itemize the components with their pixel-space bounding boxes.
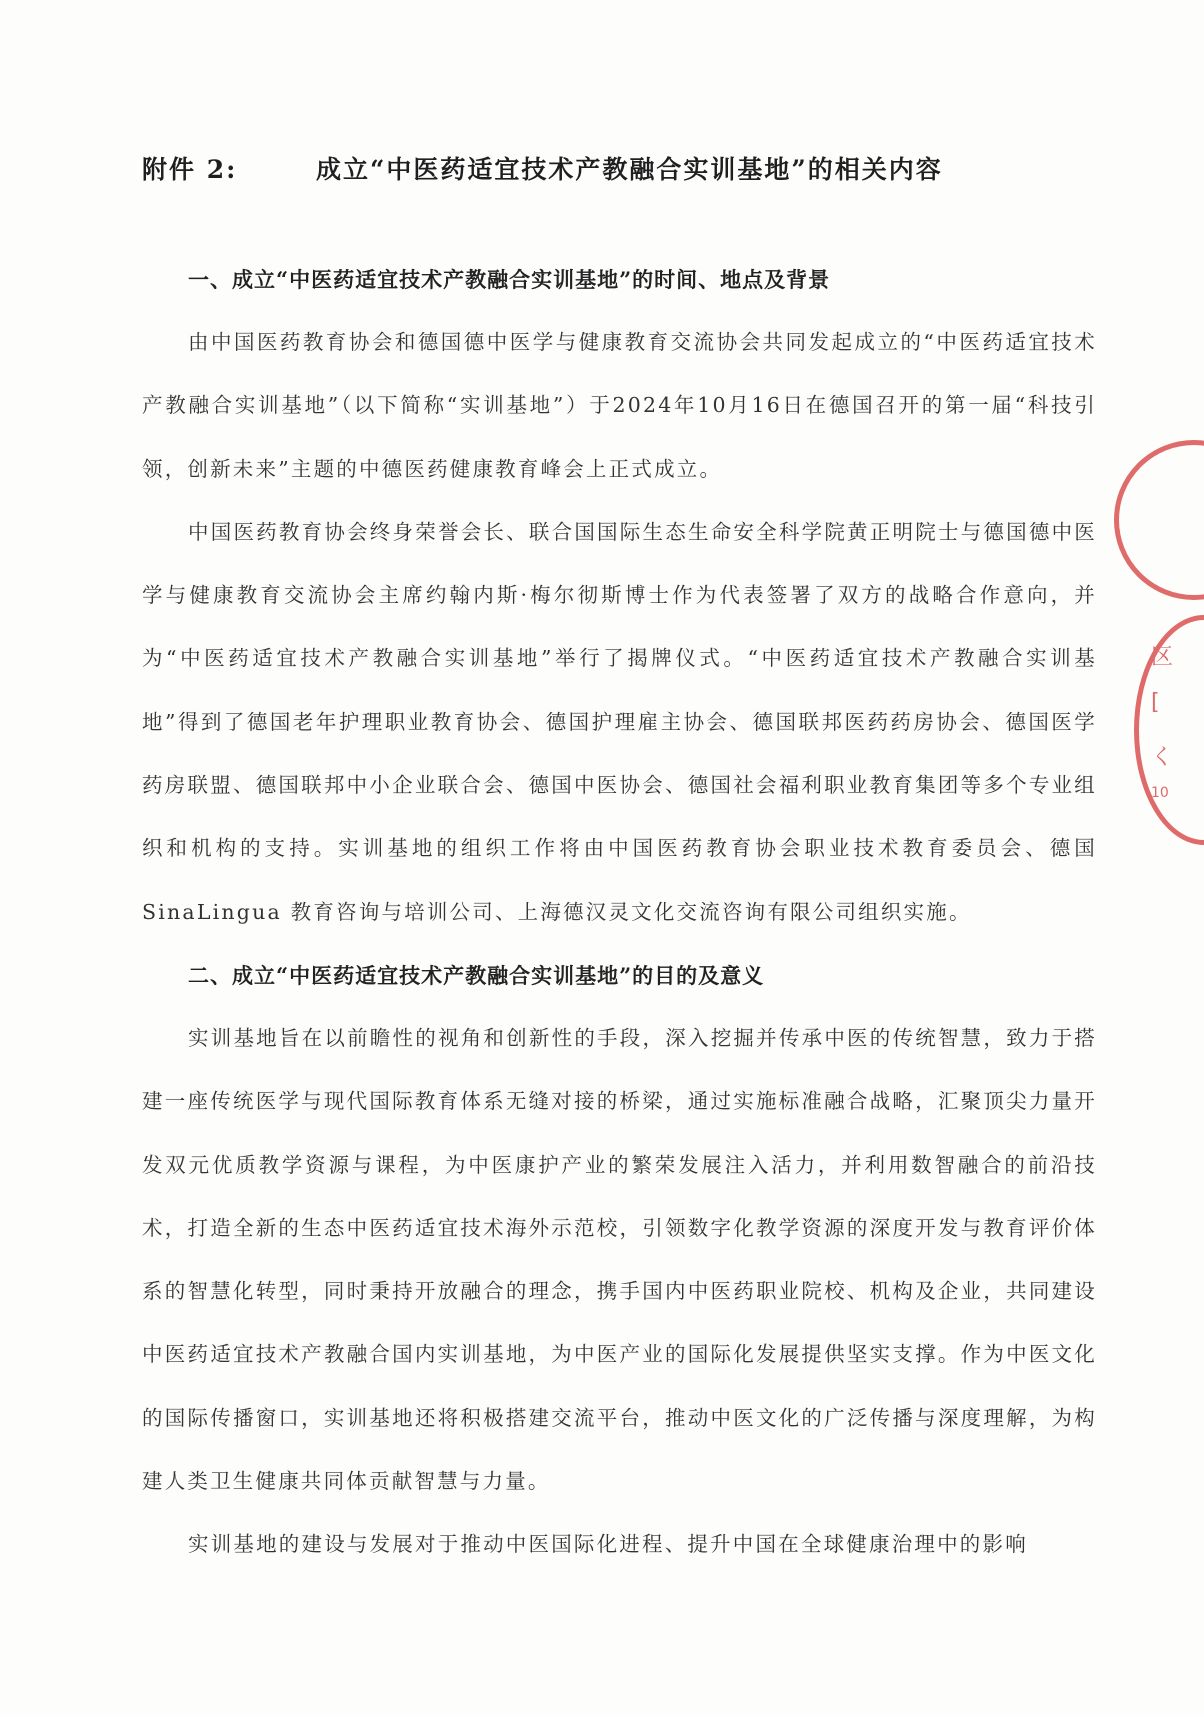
paragraph-2-2: 实训基地的建设与发展对于推动中医国际化进程、提升中国在全球健康治理中的影响 [188,1532,1028,1557]
section-heading-1: 一、成立“中医药适宜技术产教融合实训基地”的时间、地点及背景 [188,267,831,292]
red-seal-stamp [1114,440,1204,600]
seal-glyph: く [1151,745,1174,770]
red-seal-stamp-partial [1134,615,1204,845]
section-heading-2: 二、成立“中医药适宜技术产教融合实训基地”的目的及意义 [188,962,765,988]
paragraph-2-1: 实训基地旨在以前瞻性的视角和创新性的手段，深入挖掘并传承中医的传统智慧，致力于搭建一座传统医学与现代国际教育体系无缝对接的桥梁，通过实施标准融合战略，汇聚顶尖力量开发双元优质教学资源与课程，为中医康护产业的繁荣发展注入活力，并利用数智融合的前沿技术，打造全新的生态中医药适宜技术海外示范校，引领数字化教学资源的深度开发与教育评价体系的智慧化转型，同时秉持开放融合的理念，携手国内中医药职业院校、机构及企业，共同建设中医药适宜技术产教融合国内实训基地，为中医产业的国际化发展提供坚实支撑。作为中医文化的国际传播窗口，实训基地还将积极搭建交流平台，推动中医文化的广泛传播与深度理解，为构建人类卫生健康共同体贡献智慧与力量。 [142,1025,1097,1494]
document-body [142,248,1097,1577]
document-title: 成立“中医药适宜技术产教融合实训基地”的相关内容 [316,155,943,184]
seal-glyph: 10 [1151,785,1169,801]
seal-glyph: 区 [1151,645,1174,670]
paragraph-1-1: 由中国医药教育协会和德国德中医学与健康教育交流协会共同发起成立的“中医药适宜技术产教融合实训基地”（以下简称“实训基地”）于2024年10月16日在德国召开的第一届“科技引领，创新未来”主题的中德医药健康教育峰会上正式成立。 [142,330,1097,481]
seal-glyph: [ [1151,690,1160,715]
paragraph-1-2: 中国医药教育协会终身荣誉会长、联合国国际生态生命安全科学院黄正明院士与德国德中医学与健康教育交流协会主席约翰内斯·梅尔彻斯博士作为代表签署了双方的战略合作意向，并为“中医药适宜技术产教融合实训基地”举行了揭牌仪式。“中医药适宜技术产教融合实训基地”得到了德国老年护理职业教育协会、德国护理雇主协会、德国联邦医药药房协会、德国医学药房联盟、德国联邦中小企业联合会、德国中医协会、德国社会福利职业教育集团等多个专业组织和机构的支持。实训基地的组织工作将由中国医药教育协会职业技术教育委员会、德国SinaLingua 教育咨询与培训公司、上海德汉灵文化交流咨询有限公司组织实施。 [142,519,1097,924]
attachment-label: 附件 2: [142,155,238,184]
